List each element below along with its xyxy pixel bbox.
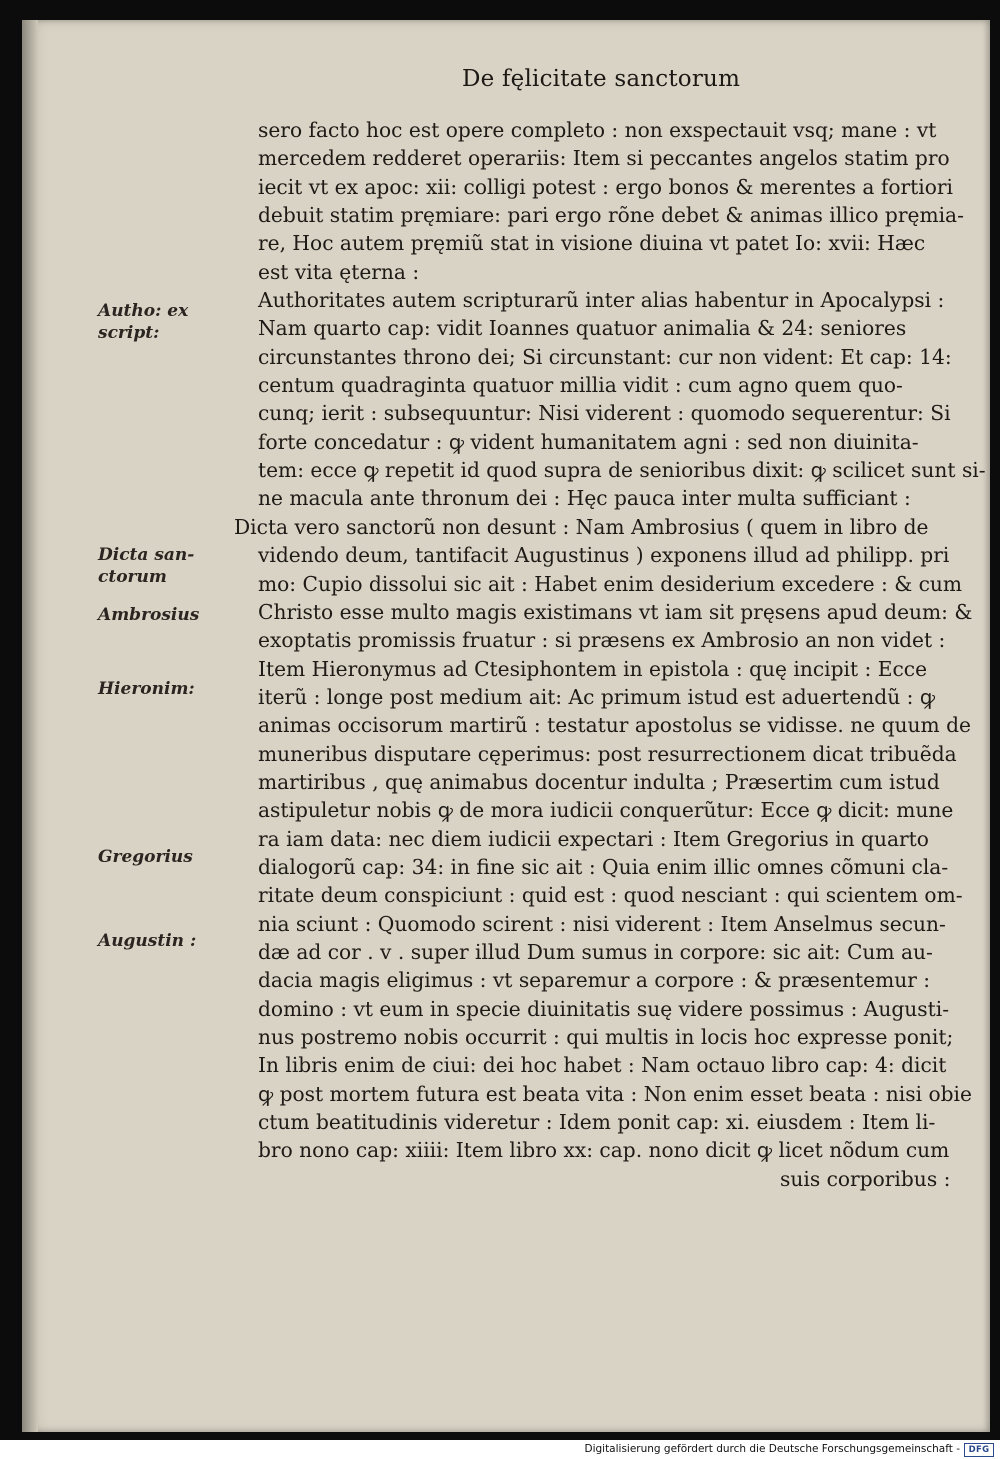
- text-line: nus postremo nobis occurrit : qui multis in locis hoc expresse ponit;: [258, 1025, 954, 1049]
- text-line: debuit statim pręmiare: pari ergo rõne debet & animas illico pręmia-: [258, 203, 964, 228]
- text-line: dialogorũ cap: 34: in fine sic ait : Quia enim illic omnes cõmuni cla-: [258, 854, 949, 879]
- margin-note-ambrosius: [98, 604, 228, 626]
- text-line: est vita ęterna :: [258, 259, 420, 284]
- margin-note-line: Hieronim:: [98, 679, 195, 699]
- text-line: martiribus , quę animabus docentur indulta ; Præsertim cum istud: [258, 769, 940, 794]
- text-line: cunq; ierit : subsequuntur: Nisi viderent : quomodo sequerentur: Si: [258, 401, 951, 426]
- margin-note-dicta-sanctorum: [98, 544, 228, 588]
- margin-note-gregorius: [98, 846, 228, 868]
- text-line: mo: Cupio dissolui sic ait : Habet enim desiderium excedere : & cum: [258, 571, 963, 596]
- body-text: [234, 116, 986, 1193]
- text-line: astipuletur nobis ꝙ de mora iudicii conquerũtur: Ecce ꝙ dicit: mune: [258, 798, 954, 823]
- text-line: ꝙ post mortem futura est beata vita : Non enim esset beata : nisi obie: [258, 1081, 972, 1106]
- page-gutter: [22, 20, 38, 1432]
- text-line: suis corporibus :: [780, 1166, 951, 1191]
- text-line: Christo esse multo magis existimans vt iam sit pręsens apud deum: &: [258, 599, 973, 624]
- text-line: dacia magis eligimus : vt separemur a corpore : & præsentemur :: [258, 968, 931, 993]
- margin-note-augustinus: [98, 930, 228, 952]
- margin-note-line: Gregorius: [98, 847, 193, 867]
- text-line: centum quadraginta quatuor millia vidit : cum agno quem quo-: [258, 373, 903, 398]
- text-line: ra iam data: nec diem iudicii expectari : Item Gregorius in quarto: [258, 826, 929, 851]
- text-line: Item Hieronymus ad Ctesiphontem in epistola : quę incipit : Ecce: [258, 656, 928, 681]
- margin-note-line: script:: [98, 323, 160, 343]
- text-line: Authoritates autem scripturarũ inter alias habentur in Apocalypsi :: [258, 288, 945, 313]
- digitization-credit: Digitalisierung gefördert durch die Deutsche Forschungsgemeinschaft -: [584, 1443, 960, 1455]
- dfg-logo: DFG: [964, 1443, 994, 1457]
- text-line: ctum beatitudinis videretur : Idem ponit cap: xi. eiusdem : Item li-: [258, 1110, 936, 1135]
- text-line: videndo deum, tantifacit Augustinus ) exponens illud ad philipp. pri: [258, 543, 950, 568]
- text-line: forte concedatur : ꝙ vident humanitatem agni : sed non diuinita-: [258, 429, 919, 454]
- footer-bar: [0, 1440, 1000, 1459]
- margin-note-authoritates: [98, 300, 228, 344]
- margin-note-line: Augustin :: [98, 931, 197, 951]
- text-line: exoptatis promissis fruatur : si præsens ex Ambrosio an non videt :: [258, 628, 946, 653]
- margin-note-line: Autho: ex: [98, 301, 189, 321]
- running-head: De fęlicitate sanctorum: [462, 66, 741, 92]
- text-line: mercedem redderet operariis: Item si peccantes angelos statim pro: [258, 146, 950, 171]
- text-line: ne macula ante thronum dei : Hęc pauca inter multa sufficiant :: [258, 486, 911, 511]
- margin-note-line: ctorum: [98, 567, 167, 587]
- text-line: re, Hoc autem pręmiũ stat in visione diuina vt patet Io: xvii: Hæc: [258, 231, 926, 256]
- text-line: iterũ : longe post medium ait: Ac primum istud est aduertendũ : ꝙ: [258, 684, 936, 709]
- text-line: muneribus disputare cęperimus: post resurrectionem dicat tribuẽda: [258, 741, 957, 766]
- margin-note-hieronymus: [98, 678, 228, 700]
- text-line: dæ ad cor . v . super illud Dum sumus in corpore: sic ait: Cum au-: [258, 939, 933, 964]
- text-line: iecit vt ex apoc: xii: colligi potest : ergo bonos & merentes a fortiori: [258, 174, 953, 199]
- margin-note-line: Ambrosius: [98, 605, 200, 625]
- text-line: ritate deum conspiciunt : quid est : quod nesciant : qui scientem om-: [258, 883, 963, 908]
- text-line: Nam quarto cap: vidit Ioannes quatuor animalia & 24: seniores: [258, 316, 907, 341]
- text-line: sero facto hoc est opere completo : non exspectauit vsq; mane : vt: [258, 118, 937, 142]
- text-line: tem: ecce ꝙ repetit id quod supra de senioribus dixit: ꝙ scilicet sunt si-: [258, 458, 986, 483]
- text-line: circunstantes throno dei; Si circunstant: cur non vident: Et cap: 14:: [258, 344, 952, 369]
- margin-note-line: Dicta san-: [98, 545, 195, 565]
- text-line: Dicta vero sanctorũ non desunt : Nam Ambrosius ( quem in libro de: [234, 514, 929, 539]
- text-line: bro nono cap: xiiii: Item libro xx: cap. nono dicit ꝙ licet nõdum cum: [258, 1138, 950, 1163]
- text-line: In libris enim de ciui: dei hoc habet : Nam octauo libro cap: 4: dicit: [258, 1053, 947, 1078]
- text-line: animas occisorum martirũ : testatur apostolus se vidisse. ne quum de: [258, 713, 971, 738]
- text-line: domino : vt eum in specie diuinitatis suę videre possimus : Augusti-: [258, 996, 950, 1021]
- text-line: nia sciunt : Quomodo scirent : nisi viderent : Item Anselmus secun-: [258, 911, 946, 936]
